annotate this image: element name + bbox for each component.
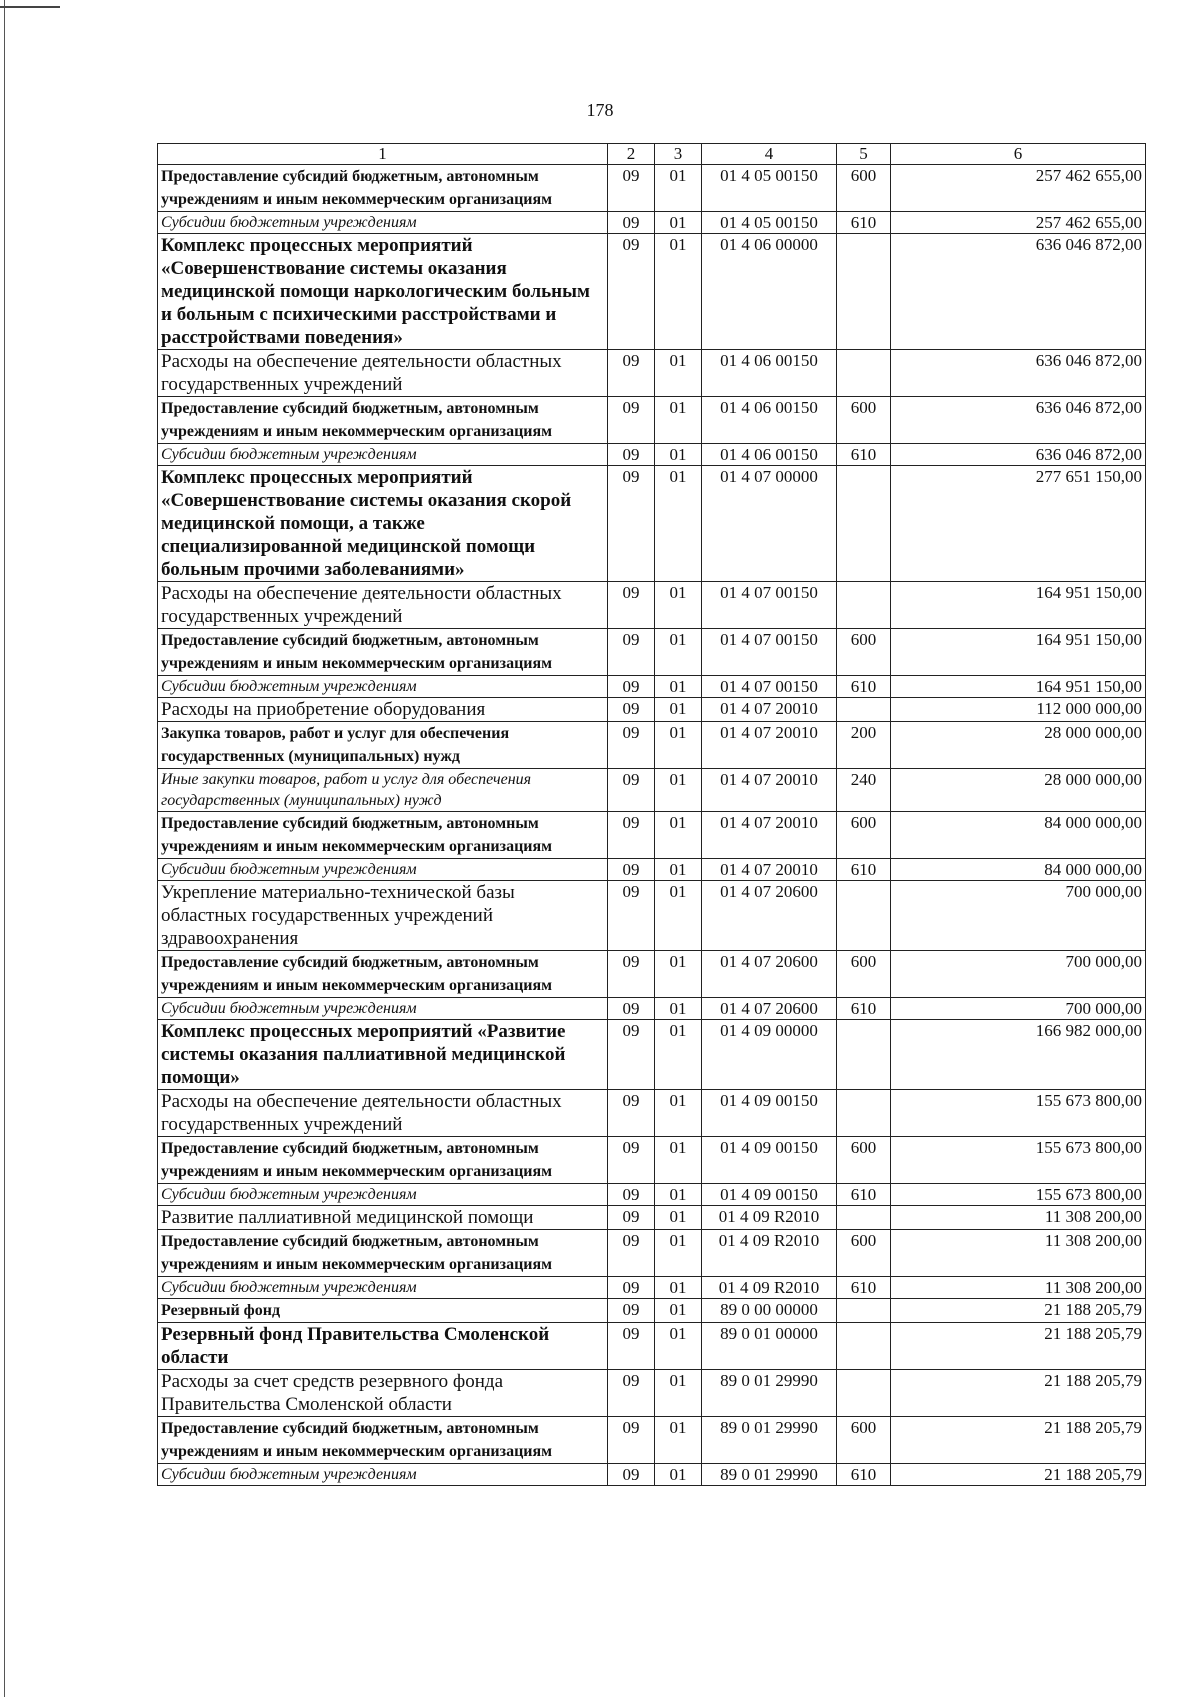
row-target-article-cell: 01 4 05 00150 (702, 165, 837, 212)
table-row (158, 881, 1146, 951)
row-target-article-cell: 01 4 05 00150 (702, 212, 837, 234)
row-amount-cell: 155 673 800,00 (891, 1184, 1146, 1206)
row-name-cell: Субсидии бюджетным учреждениям (158, 1277, 608, 1299)
header-cell: 6 (891, 144, 1146, 165)
row-subsection-cell: 01 (655, 1464, 702, 1486)
table-row (158, 165, 1146, 212)
row-target-article-cell: 01 4 09 00150 (702, 1090, 837, 1137)
row-target-article-cell: 89 0 01 29990 (702, 1370, 837, 1417)
row-subsection-cell: 01 (655, 698, 702, 722)
row-subsection-cell: 01 (655, 1020, 702, 1090)
row-name-cell: Предоставление субсидий бюджетным, автономным учреждениям и иным некоммерческим организациям (158, 1230, 608, 1277)
row-name-cell: Субсидии бюджетным учреждениям (158, 1464, 608, 1486)
row-expense-type-cell: 600 (837, 951, 891, 998)
table-row (158, 1137, 1146, 1184)
row-name-cell: Предоставление субсидий бюджетным, автономным учреждениям и иным некоммерческим организациям (158, 1417, 608, 1464)
table-row (158, 234, 1146, 350)
header-cell: 5 (837, 144, 891, 165)
row-target-article-cell: 01 4 09 00000 (702, 1020, 837, 1090)
row-target-article-cell: 01 4 07 20600 (702, 951, 837, 998)
row-expense-type-cell (837, 1020, 891, 1090)
row-section-cell: 09 (608, 951, 655, 998)
row-expense-type-cell: 600 (837, 165, 891, 212)
table-row (158, 998, 1146, 1020)
row-subsection-cell: 01 (655, 212, 702, 234)
row-section-cell: 09 (608, 881, 655, 951)
row-amount-cell: 636 046 872,00 (891, 444, 1146, 466)
row-subsection-cell: 01 (655, 998, 702, 1020)
row-target-article-cell: 01 4 07 20600 (702, 998, 837, 1020)
row-amount-cell: 28 000 000,00 (891, 769, 1146, 812)
row-subsection-cell: 01 (655, 722, 702, 769)
row-subsection-cell: 01 (655, 1137, 702, 1184)
table-row (158, 1299, 1146, 1323)
row-name-cell: Расходы на обеспечение деятельности областных государственных учреждений (158, 350, 608, 397)
row-section-cell: 09 (608, 1020, 655, 1090)
row-name-cell: Субсидии бюджетным учреждениям (158, 859, 608, 881)
row-name-cell: Предоставление субсидий бюджетным, автономным учреждениям и иным некоммерческим организациям (158, 951, 608, 998)
row-name-cell: Расходы на обеспечение деятельности областных государственных учреждений (158, 582, 608, 629)
row-section-cell: 09 (608, 629, 655, 676)
table-row (158, 1323, 1146, 1370)
row-section-cell: 09 (608, 1184, 655, 1206)
row-expense-type-cell: 610 (837, 1464, 891, 1486)
row-subsection-cell: 01 (655, 350, 702, 397)
row-expense-type-cell: 610 (837, 1184, 891, 1206)
row-expense-type-cell: 610 (837, 676, 891, 698)
row-section-cell: 09 (608, 769, 655, 812)
page-number: 178 (586, 100, 614, 120)
row-section-cell: 09 (608, 1090, 655, 1137)
row-section-cell: 09 (608, 165, 655, 212)
row-section-cell: 09 (608, 698, 655, 722)
table-row (158, 1090, 1146, 1137)
row-target-article-cell: 01 4 06 00150 (702, 444, 837, 466)
table-row (158, 951, 1146, 998)
row-section-cell: 09 (608, 1206, 655, 1230)
row-expense-type-cell (837, 350, 891, 397)
row-expense-type-cell: 600 (837, 1230, 891, 1277)
table-row (158, 1184, 1146, 1206)
table-row (158, 397, 1146, 444)
row-section-cell: 09 (608, 466, 655, 582)
table-row (158, 722, 1146, 769)
header-cell: 3 (655, 144, 702, 165)
row-subsection-cell: 01 (655, 769, 702, 812)
table-row (158, 444, 1146, 466)
table-row (158, 812, 1146, 859)
row-name-cell: Закупка товаров, работ и услуг для обеспечения государственных (муниципальных) нужд (158, 722, 608, 769)
row-section-cell: 09 (608, 1464, 655, 1486)
row-amount-cell: 257 462 655,00 (891, 212, 1146, 234)
row-target-article-cell: 89 0 01 29990 (702, 1417, 837, 1464)
row-target-article-cell: 01 4 07 20010 (702, 722, 837, 769)
row-name-cell: Развитие паллиативной медицинской помощи (158, 1206, 608, 1230)
row-expense-type-cell: 610 (837, 212, 891, 234)
row-name-cell: Субсидии бюджетным учреждениям (158, 212, 608, 234)
row-expense-type-cell: 610 (837, 859, 891, 881)
header-cell: 2 (608, 144, 655, 165)
row-expense-type-cell (837, 1206, 891, 1230)
row-expense-type-cell: 610 (837, 444, 891, 466)
row-section-cell: 09 (608, 234, 655, 350)
row-section-cell: 09 (608, 350, 655, 397)
row-amount-cell: 636 046 872,00 (891, 397, 1146, 444)
row-expense-type-cell (837, 698, 891, 722)
row-amount-cell: 11 308 200,00 (891, 1277, 1146, 1299)
row-amount-cell: 21 188 205,79 (891, 1370, 1146, 1417)
row-target-article-cell: 01 4 06 00150 (702, 350, 837, 397)
table-row (158, 212, 1146, 234)
table-row (158, 582, 1146, 629)
row-amount-cell: 636 046 872,00 (891, 234, 1146, 350)
row-name-cell: Предоставление субсидий бюджетным, автономным учреждениям и иным некоммерческим организациям (158, 1137, 608, 1184)
row-subsection-cell: 01 (655, 1277, 702, 1299)
table-row (158, 1230, 1146, 1277)
row-amount-cell: 21 188 205,79 (891, 1464, 1146, 1486)
row-expense-type-cell: 600 (837, 397, 891, 444)
row-amount-cell: 257 462 655,00 (891, 165, 1146, 212)
row-section-cell: 09 (608, 444, 655, 466)
row-name-cell: Предоставление субсидий бюджетным, автономным учреждениям и иным некоммерческим организациям (158, 629, 608, 676)
row-amount-cell: 700 000,00 (891, 951, 1146, 998)
row-name-cell: Субсидии бюджетным учреждениям (158, 1184, 608, 1206)
row-target-article-cell: 01 4 07 20010 (702, 769, 837, 812)
row-target-article-cell: 01 4 09 R2010 (702, 1230, 837, 1277)
row-name-cell: Субсидии бюджетным учреждениям (158, 676, 608, 698)
table-row (158, 676, 1146, 698)
row-expense-type-cell: 240 (837, 769, 891, 812)
row-amount-cell: 164 951 150,00 (891, 676, 1146, 698)
row-section-cell: 09 (608, 1323, 655, 1370)
row-expense-type-cell (837, 881, 891, 951)
row-target-article-cell: 01 4 07 00150 (702, 676, 837, 698)
row-amount-cell: 636 046 872,00 (891, 350, 1146, 397)
row-name-cell: Предоставление субсидий бюджетным, автономным учреждениям и иным некоммерческим организациям (158, 812, 608, 859)
row-name-cell: Субсидии бюджетным учреждениям (158, 444, 608, 466)
row-expense-type-cell: 600 (837, 629, 891, 676)
row-subsection-cell: 01 (655, 629, 702, 676)
row-amount-cell: 700 000,00 (891, 998, 1146, 1020)
table-row (158, 698, 1146, 722)
scan-edge-line (4, 0, 5, 1697)
row-subsection-cell: 01 (655, 951, 702, 998)
row-section-cell: 09 (608, 1277, 655, 1299)
row-subsection-cell: 01 (655, 1323, 702, 1370)
row-name-cell: Комплекс процессных мероприятий «Развитие системы оказания паллиативной медицинской помощи» (158, 1020, 608, 1090)
row-amount-cell: 164 951 150,00 (891, 582, 1146, 629)
table-row (158, 1020, 1146, 1090)
row-target-article-cell: 01 4 09 R2010 (702, 1206, 837, 1230)
table-row (158, 1464, 1146, 1486)
table-header-row (158, 144, 1146, 165)
budget-table (157, 143, 1146, 1486)
row-expense-type-cell (837, 582, 891, 629)
row-subsection-cell: 01 (655, 582, 702, 629)
row-target-article-cell: 01 4 09 00150 (702, 1184, 837, 1206)
row-amount-cell: 155 673 800,00 (891, 1090, 1146, 1137)
row-section-cell: 09 (608, 1230, 655, 1277)
row-name-cell: Укрепление материально-технической базы областных государственных учреждений здравоохранения (158, 881, 608, 951)
table-row (158, 1206, 1146, 1230)
row-subsection-cell: 01 (655, 1417, 702, 1464)
row-section-cell: 09 (608, 212, 655, 234)
table-row (158, 1417, 1146, 1464)
row-subsection-cell: 01 (655, 397, 702, 444)
row-section-cell: 09 (608, 676, 655, 698)
table-row (158, 1370, 1146, 1417)
row-subsection-cell: 01 (655, 444, 702, 466)
row-target-article-cell: 01 4 07 20010 (702, 698, 837, 722)
row-subsection-cell: 01 (655, 1230, 702, 1277)
row-amount-cell: 84 000 000,00 (891, 859, 1146, 881)
row-target-article-cell: 01 4 07 20010 (702, 812, 837, 859)
row-amount-cell: 166 982 000,00 (891, 1020, 1146, 1090)
row-name-cell: Расходы на приобретение оборудования (158, 698, 608, 722)
row-subsection-cell: 01 (655, 1090, 702, 1137)
table-row (158, 629, 1146, 676)
row-amount-cell: 21 188 205,79 (891, 1299, 1146, 1323)
row-subsection-cell: 01 (655, 1184, 702, 1206)
row-target-article-cell: 01 4 07 00000 (702, 466, 837, 582)
header-cell: 4 (702, 144, 837, 165)
row-section-cell: 09 (608, 397, 655, 444)
row-expense-type-cell (837, 234, 891, 350)
scan-corner-mark (0, 6, 60, 8)
row-amount-cell: 11 308 200,00 (891, 1206, 1146, 1230)
row-subsection-cell: 01 (655, 859, 702, 881)
row-target-article-cell: 01 4 07 20010 (702, 859, 837, 881)
row-name-cell: Резервный фонд (158, 1299, 608, 1323)
row-expense-type-cell (837, 1299, 891, 1323)
row-expense-type-cell: 600 (837, 1137, 891, 1184)
row-name-cell: Иные закупки товаров, работ и услуг для обеспечения государственных (муниципальных) нужд (158, 769, 608, 812)
table-row (158, 466, 1146, 582)
row-amount-cell: 11 308 200,00 (891, 1230, 1146, 1277)
row-target-article-cell: 01 4 07 00150 (702, 629, 837, 676)
row-expense-type-cell (837, 1370, 891, 1417)
row-name-cell: Субсидии бюджетным учреждениям (158, 998, 608, 1020)
row-expense-type-cell: 600 (837, 812, 891, 859)
table-row (158, 350, 1146, 397)
row-expense-type-cell: 610 (837, 1277, 891, 1299)
row-amount-cell: 155 673 800,00 (891, 1137, 1146, 1184)
row-subsection-cell: 01 (655, 676, 702, 698)
row-expense-type-cell: 600 (837, 1417, 891, 1464)
row-subsection-cell: 01 (655, 466, 702, 582)
row-name-cell: Предоставление субсидий бюджетным, автономным учреждениям и иным некоммерческим организациям (158, 165, 608, 212)
row-name-cell: Комплекс процессных мероприятий «Совершенствование системы оказания скорой медицинской помощи, а также специализированной медицинской помощи больным прочими заболеваниями» (158, 466, 608, 582)
row-name-cell: Комплекс процессных мероприятий «Совершенствование системы оказания медицинской помощи наркологическим больным и больным с психическими расстройствами и расстройствами поведения» (158, 234, 608, 350)
row-section-cell: 09 (608, 812, 655, 859)
row-amount-cell: 28 000 000,00 (891, 722, 1146, 769)
row-name-cell: Резервный фонд Правительства Смоленской области (158, 1323, 608, 1370)
row-name-cell: Предоставление субсидий бюджетным, автономным учреждениям и иным некоммерческим организациям (158, 397, 608, 444)
row-amount-cell: 164 951 150,00 (891, 629, 1146, 676)
row-amount-cell: 700 000,00 (891, 881, 1146, 951)
row-section-cell: 09 (608, 722, 655, 769)
row-amount-cell: 21 188 205,79 (891, 1417, 1146, 1464)
row-subsection-cell: 01 (655, 234, 702, 350)
row-name-cell: Расходы на обеспечение деятельности областных государственных учреждений (158, 1090, 608, 1137)
row-section-cell: 09 (608, 582, 655, 629)
row-target-article-cell: 01 4 07 20600 (702, 881, 837, 951)
row-target-article-cell: 01 4 06 00150 (702, 397, 837, 444)
table-row (158, 859, 1146, 881)
row-section-cell: 09 (608, 998, 655, 1020)
row-amount-cell: 84 000 000,00 (891, 812, 1146, 859)
table-row (158, 769, 1146, 812)
header-cell: 1 (158, 144, 608, 165)
row-target-article-cell: 89 0 01 29990 (702, 1464, 837, 1486)
row-target-article-cell: 89 0 00 00000 (702, 1299, 837, 1323)
row-expense-type-cell (837, 1090, 891, 1137)
row-amount-cell: 112 000 000,00 (891, 698, 1146, 722)
row-section-cell: 09 (608, 1299, 655, 1323)
table-row (158, 1277, 1146, 1299)
row-subsection-cell: 01 (655, 1370, 702, 1417)
row-target-article-cell: 01 4 06 00000 (702, 234, 837, 350)
row-target-article-cell: 01 4 09 R2010 (702, 1277, 837, 1299)
row-expense-type-cell (837, 466, 891, 582)
row-subsection-cell: 01 (655, 812, 702, 859)
row-name-cell: Расходы за счет средств резервного фонда Правительства Смоленской области (158, 1370, 608, 1417)
row-expense-type-cell: 610 (837, 998, 891, 1020)
row-subsection-cell: 01 (655, 881, 702, 951)
row-expense-type-cell: 200 (837, 722, 891, 769)
row-subsection-cell: 01 (655, 1206, 702, 1230)
row-target-article-cell: 89 0 01 00000 (702, 1323, 837, 1370)
row-section-cell: 09 (608, 1137, 655, 1184)
row-section-cell: 09 (608, 1417, 655, 1464)
row-expense-type-cell (837, 1323, 891, 1370)
row-target-article-cell: 01 4 07 00150 (702, 582, 837, 629)
row-amount-cell: 21 188 205,79 (891, 1323, 1146, 1370)
row-section-cell: 09 (608, 1370, 655, 1417)
row-amount-cell: 277 651 150,00 (891, 466, 1146, 582)
row-target-article-cell: 01 4 09 00150 (702, 1137, 837, 1184)
row-section-cell: 09 (608, 859, 655, 881)
row-subsection-cell: 01 (655, 165, 702, 212)
row-subsection-cell: 01 (655, 1299, 702, 1323)
